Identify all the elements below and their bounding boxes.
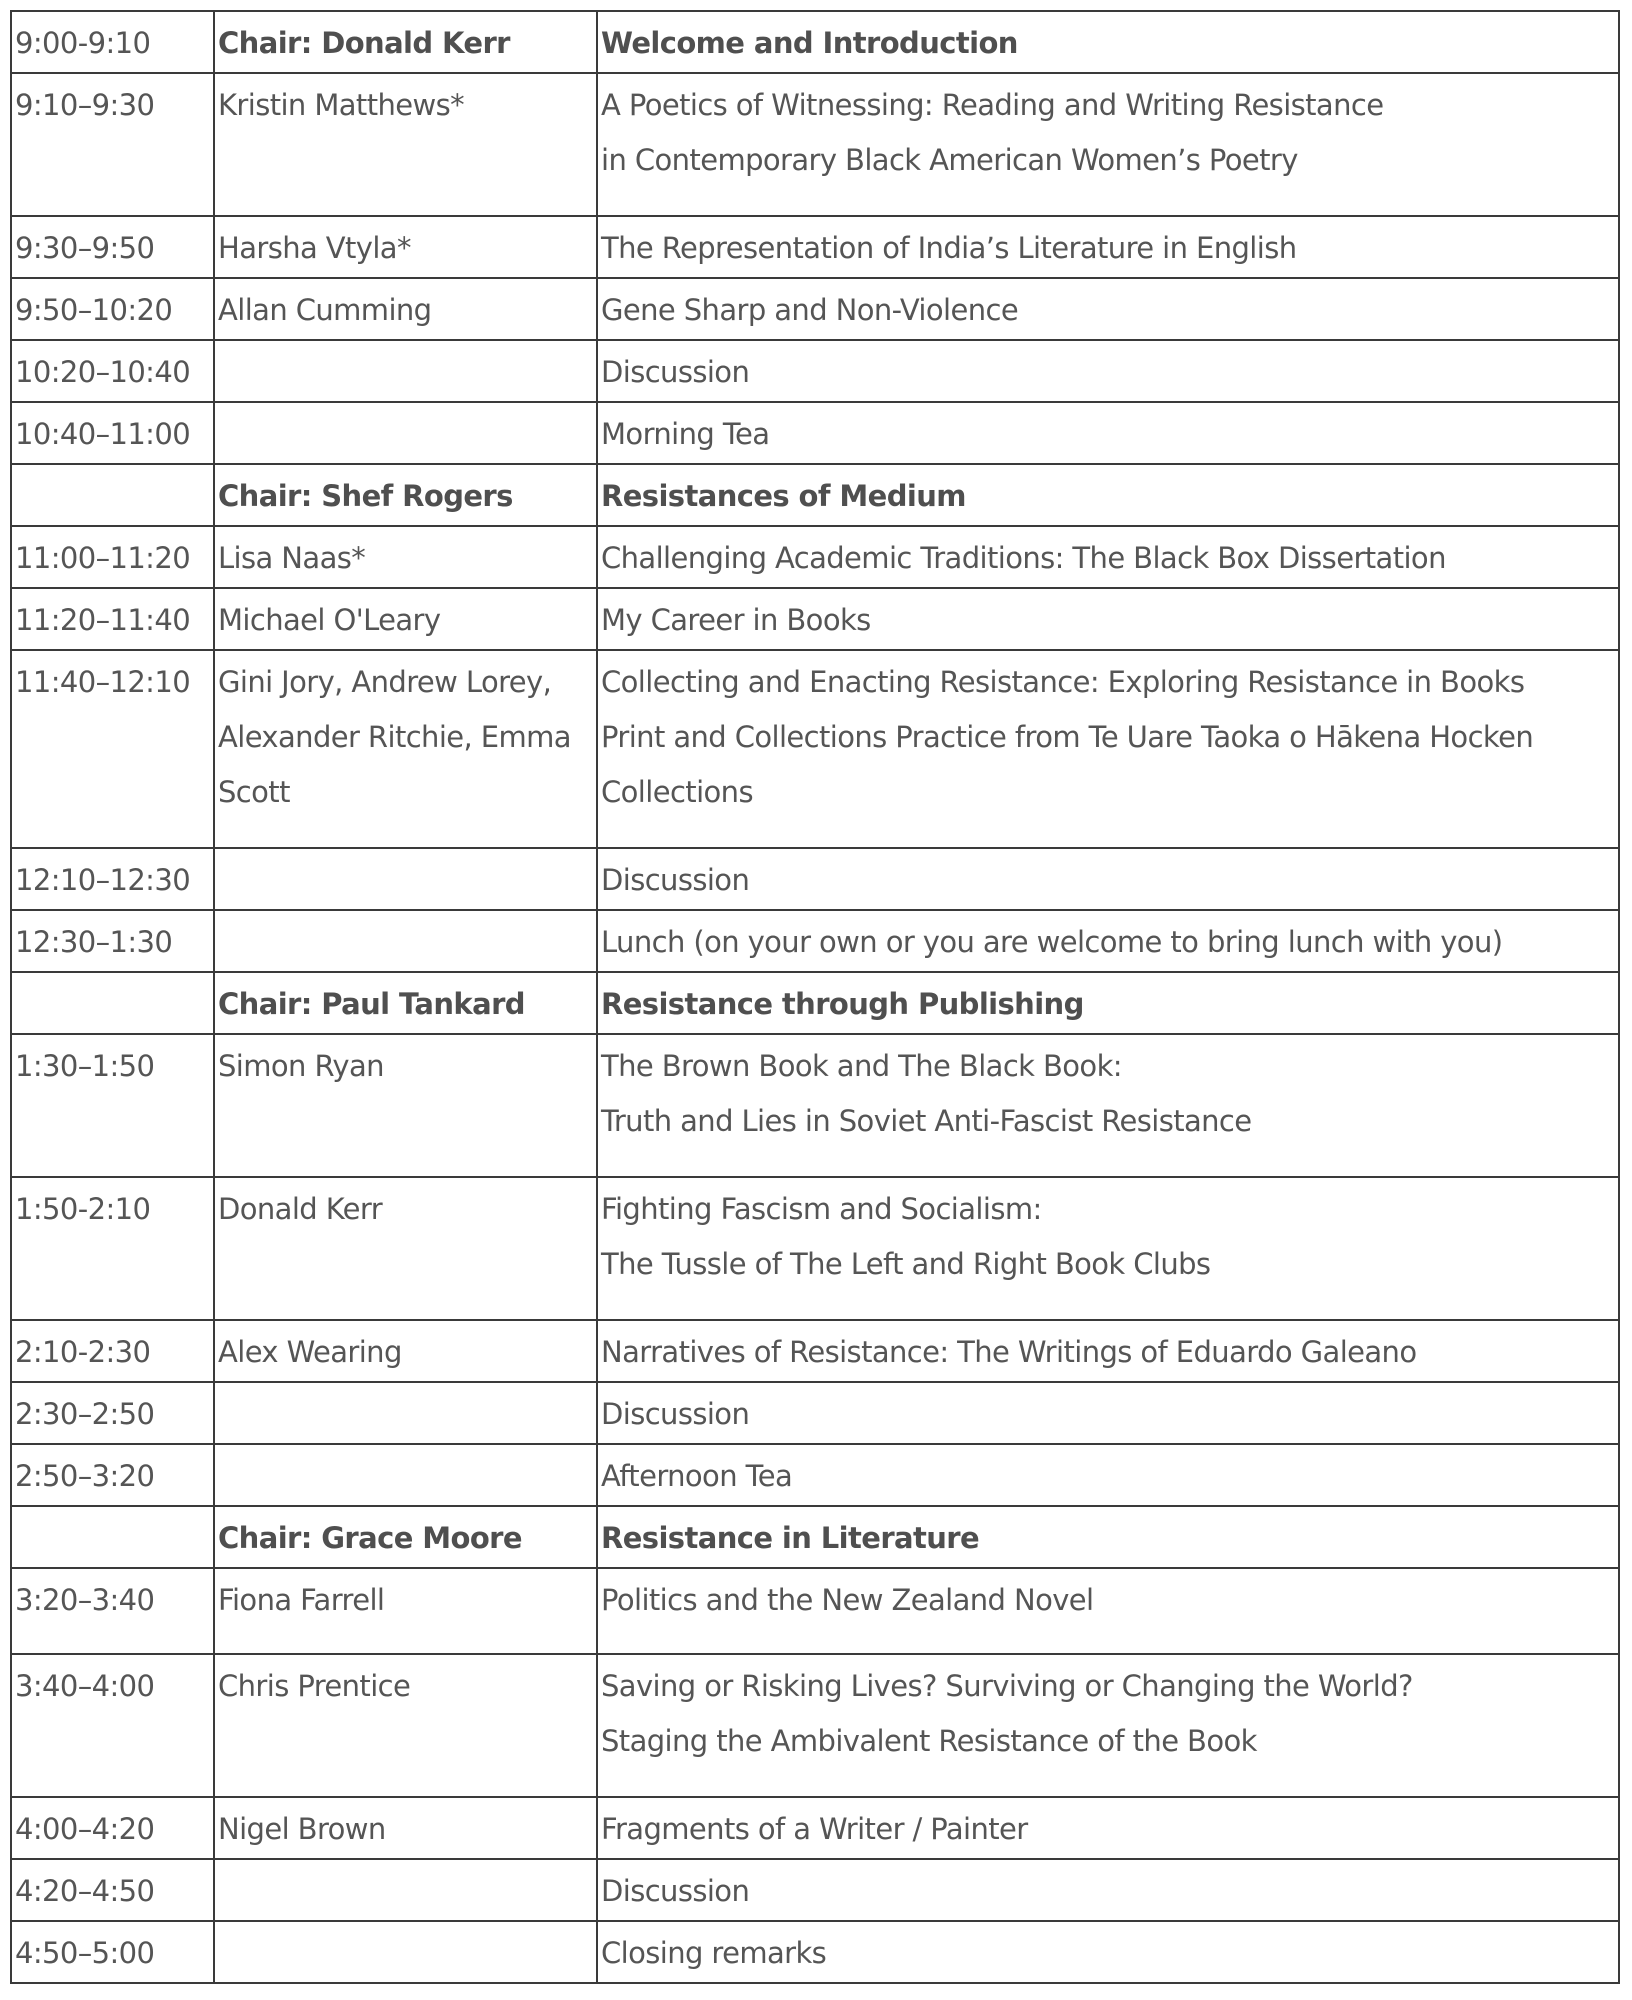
speaker-cell: Simon Ryan — [214, 1034, 597, 1177]
session-title-cell — [597, 1506, 1619, 1568]
chair-cell: Chair: Grace Moore — [214, 1506, 597, 1568]
chair-cell: Chair: Donald Kerr — [214, 11, 597, 73]
time-cell: 11:40–12:10 — [11, 650, 214, 848]
title-line: Staging the Ambivalent Resistance of the Book — [601, 1724, 1257, 1758]
chair-cell: Chair: Paul Tankard — [214, 972, 597, 1034]
talk-title-cell — [597, 1568, 1619, 1654]
time-cell: 9:00-9:10 — [11, 11, 214, 73]
title-line: Fighting Fascism and Socialism: — [601, 1192, 1042, 1226]
title-line: Closing remarks — [601, 1936, 827, 1970]
talk-title-cell — [597, 1034, 1619, 1177]
title-line: Politics and the New Zealand Novel — [601, 1583, 1094, 1617]
schedule-row — [11, 848, 1619, 910]
time-cell: 2:30–2:50 — [11, 1382, 214, 1444]
schedule-row — [11, 1797, 1619, 1859]
time-cell: 11:00–11:20 — [11, 526, 214, 588]
speaker-cell: Lisa Naas* — [214, 526, 597, 588]
speaker-cell: Michael O'Leary — [214, 588, 597, 650]
talk-title-cell — [597, 526, 1619, 588]
schedule-row — [11, 910, 1619, 972]
schedule-row — [11, 526, 1619, 588]
title-line: My Career in Books — [601, 603, 871, 637]
speaker-cell — [214, 910, 597, 972]
talk-title-cell — [597, 1177, 1619, 1320]
title-line: The Representation of India’s Literature in English — [601, 231, 1297, 265]
talk-title-cell — [597, 910, 1619, 972]
speaker-cell — [214, 340, 597, 402]
schedule-table — [10, 10, 1620, 1984]
title-line: Morning Tea — [601, 417, 770, 451]
talk-title-cell — [597, 340, 1619, 402]
schedule-row — [11, 73, 1619, 216]
time-cell: 4:50–5:00 — [11, 1921, 214, 1983]
title-line: Truth and Lies in Soviet Anti-Fascist Resistance — [601, 1104, 1252, 1138]
title-line: Discussion — [601, 1397, 750, 1431]
title-line: Welcome and Introduction — [601, 26, 1018, 60]
talk-title-cell — [597, 650, 1619, 848]
schedule-row — [11, 1506, 1619, 1568]
title-line: Lunch (on your own or you are welcome to bring lunch with you) — [601, 925, 1503, 959]
talk-title-cell — [597, 848, 1619, 910]
title-line: Resistance through Publishing — [601, 987, 1084, 1021]
talk-title-cell — [597, 1320, 1619, 1382]
speaker-cell: Alex Wearing — [214, 1320, 597, 1382]
speaker-cell: Chris Prentice — [214, 1654, 597, 1797]
time-cell: 10:20–10:40 — [11, 340, 214, 402]
talk-title-cell — [597, 1921, 1619, 1983]
talk-title-cell — [597, 278, 1619, 340]
talk-title-cell — [597, 216, 1619, 278]
speaker-cell: Nigel Brown — [214, 1797, 597, 1859]
time-cell — [11, 1506, 214, 1568]
chair-cell: Chair: Shef Rogers — [214, 464, 597, 526]
schedule-row — [11, 464, 1619, 526]
session-title-cell — [597, 972, 1619, 1034]
talk-title-cell — [597, 1859, 1619, 1921]
time-cell: 2:50–3:20 — [11, 1444, 214, 1506]
time-cell: 10:40–11:00 — [11, 402, 214, 464]
schedule-row — [11, 1034, 1619, 1177]
schedule-body — [11, 11, 1619, 1983]
schedule-row — [11, 1654, 1619, 1797]
speaker-cell — [214, 1444, 597, 1506]
session-title-cell — [597, 11, 1619, 73]
talk-title-cell — [597, 1444, 1619, 1506]
schedule-row — [11, 1320, 1619, 1382]
title-line: Print and Collections Practice from Te Uare Taoka o Hākena Hocken — [601, 720, 1534, 754]
schedule-row — [11, 650, 1619, 848]
title-line: Narratives of Resistance: The Writings of Eduardo Galeano — [601, 1335, 1417, 1369]
speaker-cell: Fiona Farrell — [214, 1568, 597, 1654]
schedule-row — [11, 340, 1619, 402]
title-line: in Contemporary Black American Women’s Poetry — [601, 143, 1298, 177]
speaker-cell — [214, 848, 597, 910]
speaker-cell: Gini Jory, Andrew Lorey, Alexander Ritchie, Emma Scott — [214, 650, 597, 848]
schedule-row — [11, 402, 1619, 464]
time-cell: 11:20–11:40 — [11, 588, 214, 650]
title-line: The Tussle of The Left and Right Book Clubs — [601, 1247, 1211, 1281]
schedule-row — [11, 1382, 1619, 1444]
time-cell: 12:30–1:30 — [11, 910, 214, 972]
title-line: Discussion — [601, 355, 750, 389]
speaker-cell — [214, 1921, 597, 1983]
speaker-cell — [214, 1859, 597, 1921]
time-cell: 9:30–9:50 — [11, 216, 214, 278]
speaker-cell: Allan Cumming — [214, 278, 597, 340]
session-title-cell — [597, 464, 1619, 526]
title-line: Fragments of a Writer / Painter — [601, 1812, 1028, 1846]
time-cell: 2:10-2:30 — [11, 1320, 214, 1382]
time-cell: 4:00–4:20 — [11, 1797, 214, 1859]
schedule-row — [11, 588, 1619, 650]
talk-title-cell — [597, 1654, 1619, 1797]
talk-title-cell — [597, 402, 1619, 464]
title-line: Challenging Academic Traditions: The Black Box Dissertation — [601, 541, 1446, 575]
title-line: Collecting and Enacting Resistance: Exploring Resistance in Books — [601, 665, 1525, 699]
time-cell: 3:40–4:00 — [11, 1654, 214, 1797]
time-cell: 12:10–12:30 — [11, 848, 214, 910]
speaker-cell — [214, 402, 597, 464]
title-line: A Poetics of Witnessing: Reading and Writing Resistance — [601, 88, 1384, 122]
schedule-row — [11, 216, 1619, 278]
schedule-row — [11, 11, 1619, 73]
time-cell: 1:30–1:50 — [11, 1034, 214, 1177]
schedule-row — [11, 1859, 1619, 1921]
speaker-cell: Harsha Vtyla* — [214, 216, 597, 278]
schedule-row — [11, 278, 1619, 340]
title-line: The Brown Book and The Black Book: — [601, 1049, 1122, 1083]
schedule-row — [11, 1444, 1619, 1506]
time-cell: 9:50–10:20 — [11, 278, 214, 340]
title-line: Discussion — [601, 1874, 750, 1908]
talk-title-cell — [597, 1382, 1619, 1444]
time-cell: 9:10–9:30 — [11, 73, 214, 216]
speaker-cell — [214, 1382, 597, 1444]
time-cell — [11, 464, 214, 526]
time-cell: 1:50-2:10 — [11, 1177, 214, 1320]
time-cell — [11, 972, 214, 1034]
talk-title-cell — [597, 73, 1619, 216]
schedule-row — [11, 1568, 1619, 1654]
speaker-cell: Kristin Matthews* — [214, 73, 597, 216]
talk-title-cell — [597, 1797, 1619, 1859]
speaker-cell: Donald Kerr — [214, 1177, 597, 1320]
title-line: Discussion — [601, 863, 750, 897]
schedule-row — [11, 1177, 1619, 1320]
title-line: Resistances of Medium — [601, 479, 966, 513]
title-line: Saving or Risking Lives? Surviving or Changing the World? — [601, 1669, 1413, 1703]
schedule-row — [11, 972, 1619, 1034]
talk-title-cell — [597, 588, 1619, 650]
time-cell: 4:20–4:50 — [11, 1859, 214, 1921]
title-line: Collections — [601, 775, 753, 809]
time-cell: 3:20–3:40 — [11, 1568, 214, 1654]
schedule-row — [11, 1921, 1619, 1983]
title-line: Resistance in Literature — [601, 1521, 980, 1555]
title-line: Afternoon Tea — [601, 1459, 793, 1493]
title-line: Gene Sharp and Non-Violence — [601, 293, 1019, 327]
